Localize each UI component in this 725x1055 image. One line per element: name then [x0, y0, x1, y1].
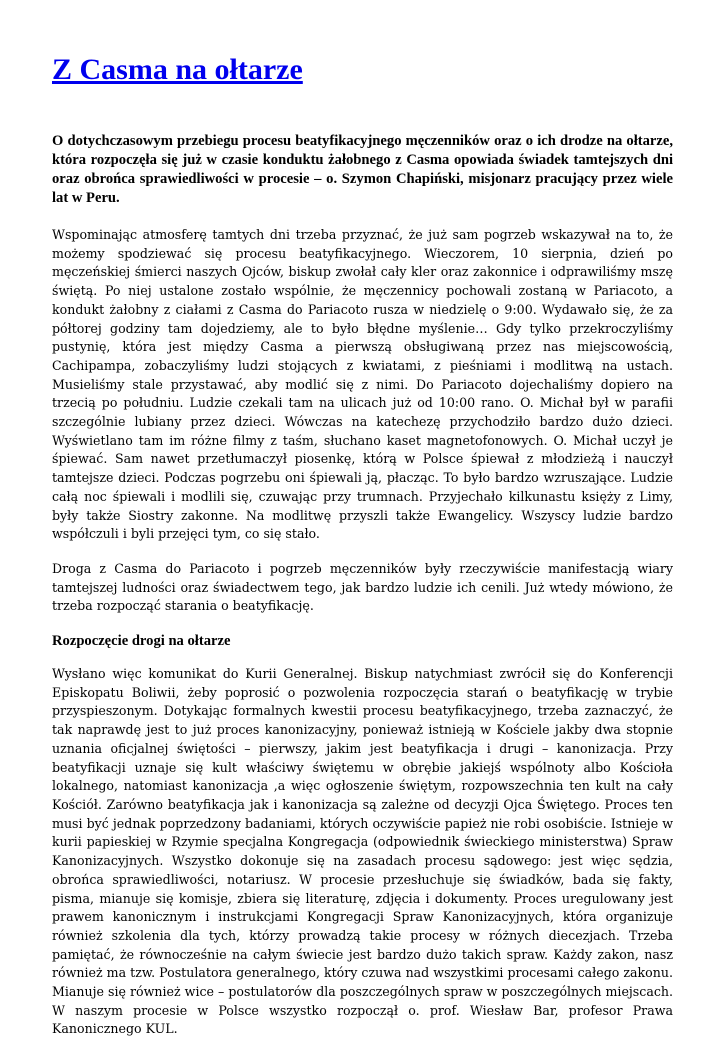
article-paragraph-1: Wspominając atmosferę tamtych dni trzeba przyznać, że już sam pogrzeb wskazywał na to, że możemy spodziewać się procesu beatyfikacyjnego. Wieczorem, 10 sierpnia, dzień po męczeńskiej śmierci naszych Ojców, biskup zwołał cały kler oraz zakonnice i odprawiliśmy mszę świętą. Po niej ustalone zostało wspólnie, że męczennicy pochowali zostaną w Pariacoto, a kondukt żałobny z ciałami z Casma do Pariacoto rusza w niedzielę o 9:00. Wydawało się, że za półtorej godziny tam dojedziemy, ale to było błędne myślenie… Gdy tylko przekroczyliśmy pustynię, która jest między Casma a pierwszą obsługiwaną przez nas miejscowością, Cachipampa, zobaczyliśmy ludzi stojących z kwiatami, z pieśniami i modlitwą na ustach. Musieliśmy stale przystawać, aby modlić się z nimi. Do Pariacoto dojechaliśmy dopiero na trzecią po południu. Ludzie czekali tam na ulicach już od 10:00 rano. O. Michał był w parafii szczególnie lubiany przez dzieci. Wówczas na katechezę przychodziło bardzo dużo dzieci. Wyświetlano tam im różne filmy z taśm, słuchano kaset magnetofonowych. O. Michał uczył je śpiewać. Sam nawet przetłumaczył piosenkę, którą w Polsce śpiewał z młodzieżą i nauczył tamtejsze dzieci. Podczas pogrzebu oni śpiewali ją, płacząc. To było bardzo wzruszające. Ludzie całą noc śpiewali i modlili się, czuwając przy trumnach. Przyjechało kilkunastu księży z Limy, były także Siostry zakonne. Na modlitwę przyszli także Ewangelicy. Wszyscy ludzie bardzo współczuli i byli przejęci tym, co się stało.: [52, 227, 673, 542]
article-paragraph-3: Wysłano więc komunikat do Kurii Generalnej. Biskup natychmiast zwrócił się do Konferencji Episkopatu Boliwii, żeby poprosić o pozwolenia rozpoczęcia starań o beatyfikację w trybie przyspieszonym. Dotykając formalnych kwestii procesu beatyfikacyjnego, trzeba zaznaczyć, że tak naprawdę jest to już proces kanonizacyjny, ponieważ istnieją w Kościele jakby dwa stopnie uznania oficjalnej świętości – pierwszy, jakim jest beatyfikacja i drugi – kanonizacja. Przy beatyfikacji uznaje się kult właściwy świętemu w obrębie jakiejś wspólnoty albo Kościoła lokalnego, natomiast kanonizacja ,a więc ogłoszenie świętym, rozpowszechnia ten kult na cały Kościół. Zarówno beatyfikacja jak i kanonizacja są zależne od decyzji Ojca Świętego. Proces ten musi być jednak poprzedzony badaniami, których oczywiście papież nie robi osobiście. Istnieje w kurii papieskiej w Rzymie specjalna Kongregacja (odpowiednik świeckiego ministerstwa) Spraw Kanonizacyjnych. Wszystko dokonuje się na zasadach procesu sądowego: jest więc sędzia, obrońca sprawiedliwości, notariusz. W procesie przesłuchuje się świadków, bada się fakty, pisma, mianuje się komisje, zbiera się literaturę, zdjęcia i dokumenty. Proces uregulowany jest prawem kanonicznym i instrukcjami Kongregacji Spraw Kanonizacyjnych, która organizuje również szkolenia dla tych, którzy prowadzą takie procesy w różnych diecezjach. Trzeba pamiętać, że równocześnie na całym świecie jest bardzo dużo takich spraw. Każdy zakon, nasz również ma tzw. Postulatora generalnego, który czuwa nad wszystkimi procesami całego zakonu. Mianuje się również wice – postulatorów dla poszczególnych spraw w poszczególnych miejscach. W naszym procesie w Polsce wszystko rozpoczął o. prof. Wiesław Bar, profesor Prawa Kanonicznego KUL.: [52, 666, 673, 1037]
section-heading: Rozpoczęcie drogi na ołtarze: [52, 633, 231, 650]
article-paragraph-2: Droga z Casma do Pariacoto i pogrzeb męczenników były rzeczywiście manifestacją wiary tamtejszej ludności oraz świadectwem tego, jak bardzo ludzie ich cenili. Już wtedy mówiono, że trzeba rozpocząć starania o beatyfikację.: [52, 560, 673, 614]
article-lead: O dotychczasowym przebiegu procesu beatyfikacyjnego męczenników oraz o ich drodze na ołtarze, która rozpoczęła się już w czasie konduktu żałobnego z Casma opowiada świadek tamtejszych dni oraz obrońca sprawiedliwości w procesie – o. Szymon Chapiński, misjonarz pracujący przez wiele lat w Peru.: [52, 133, 673, 206]
article: [52, 50, 673, 1055]
article-title-link[interactable]: Z Casma na ołtarze: [52, 53, 303, 86]
